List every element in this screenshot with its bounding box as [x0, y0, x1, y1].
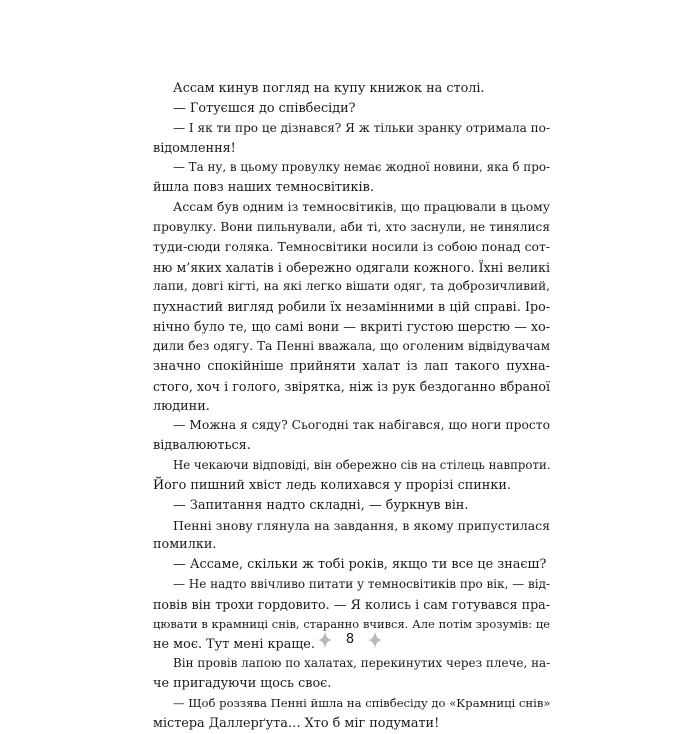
text-line: Ассам був одним із темносвітиків, що працювали в цьому	[173, 200, 550, 215]
text-line: значно спокійніше прийняти халат із лап такого пухна-	[153, 358, 550, 374]
text-line: йшла повз наших темносвітиків.	[153, 180, 374, 196]
text-line: Не чекаючи відповіді, він обережно сів на стілець навпроти.	[173, 458, 551, 473]
four-point-star-icon	[368, 631, 382, 649]
text-line: повів він трохи гордовито. — Я колись і сам готувався пра-	[153, 596, 550, 612]
text-line: — Запитання надто складні, — буркнув він.	[173, 497, 469, 513]
text-line: — Готуєшся до співбесіди?	[173, 100, 356, 116]
text-line: — І як ти про це дізнався? Я ж тільки зранку отримала по-	[173, 120, 550, 135]
text-line: дили без одягу. Та Пенні вважала, що оголеним відвідувачам	[153, 338, 550, 353]
text-line: провулку. Вони пильнували, аби ті, хто заснули, не тинялися	[153, 219, 550, 234]
text-line: — Можна я сяду? Сьогодні так набігався, що ноги просто	[173, 418, 550, 433]
text-line: Він провів лапою по халатах, перекинутих через плече, на-	[173, 656, 551, 671]
text-line: відомлення!	[153, 140, 236, 156]
text-line: не моє. Тут мені краще.	[153, 636, 315, 652]
text-line: ню м’яких халатів і обережно одягали кожного. Їхні великі	[153, 259, 550, 275]
four-point-star-icon	[318, 631, 332, 649]
text-line: — Ассаме, скільки ж тобі років, якщо ти все це знаєш?	[173, 557, 547, 573]
page-number: 8	[345, 632, 355, 647]
text-line: — Щоб роззява Пенні йшла на співбесіду до «Крамниці снів»	[173, 696, 551, 711]
page-footer	[0, 629, 700, 651]
text-line: — Та ну, в цьому провулку немає жодної новини, яка б про-	[173, 160, 550, 175]
text-line: нічно було те, що самі вони — вкриті густою шерстю — хо-	[153, 319, 550, 335]
text-line: Пенні знову глянула на завдання, в якому припустилася	[173, 517, 550, 533]
text-line: Ассам кинув погляд на купу книжок на столі.	[173, 81, 485, 96]
text-line: пухнастий вигляд робили їх незамінними в цій справі. Іро-	[153, 299, 550, 315]
text-line: че пригадуючи щось своє.	[153, 676, 332, 692]
text-line: людини.	[153, 398, 210, 414]
text-line: — Не надто ввічливо питати у темносвітиків про вік, — від-	[173, 577, 550, 592]
text-line: помилки.	[153, 537, 217, 553]
text-line: туди-сюди голяка. Темносвітики носили із собою понад сот-	[153, 239, 550, 254]
text-line: цювати в крамниці снів, старанно вчився. Але потім зрозумів: це	[153, 616, 550, 631]
text-line: лапи, довгі кігті, на які легко вішати одяг, та доброзичливий,	[153, 279, 550, 294]
text-line: містера Даллерґута… Хто б міг подумати!	[153, 716, 440, 731]
text-line: стого, хоч і голого, звірятка, ніж із рук бездоганно вбраної	[153, 378, 550, 394]
text-line: відвалюються.	[153, 438, 251, 454]
text-line: Його пишний хвіст ледь колихався у прорізі спинки.	[153, 477, 511, 493]
